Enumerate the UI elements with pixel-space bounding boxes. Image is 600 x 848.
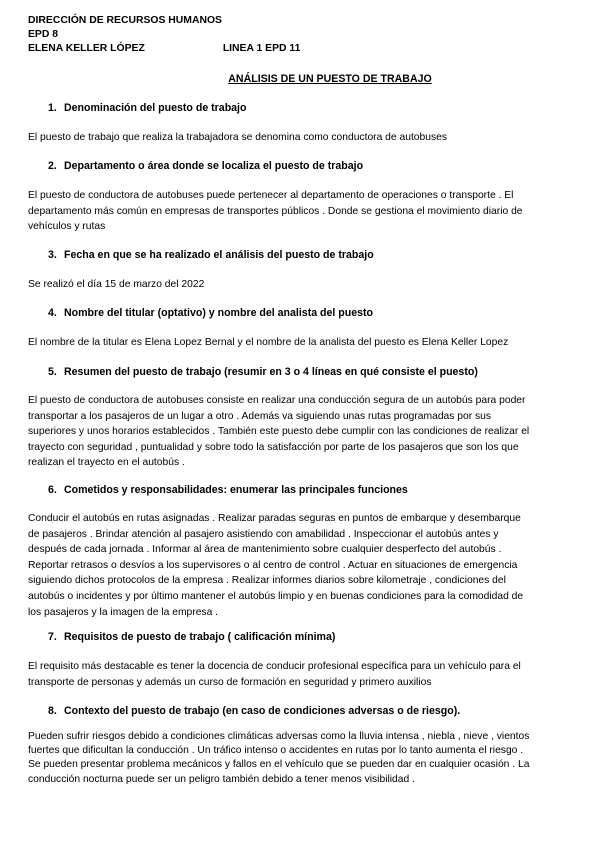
body-line: trayecto con seguridad , puntualidad y sobre todo la satisfacción por parte de los pasajeros que son los que — [28, 441, 519, 453]
body-line: siguiendo dichos protocolos de la empresa . Realizar informes diarios sobre kilometraje , condiciones del — [28, 575, 506, 587]
section-6-body — [28, 511, 573, 620]
body-line: después de cada jornada . Informar al área de mantenimiento sobre cualquier desperfecto del autobús . — [28, 544, 502, 556]
author-group: LINEA 1 EPD 11 — [222, 43, 301, 54]
header-department: DIRECCIÓN DE RECURSOS HUMANOS — [28, 15, 222, 26]
document-title: ANÁLISIS DE UN PUESTO DE TRABAJO — [228, 73, 432, 85]
body-line: Se pueden presentar problema mecánicos y fallos en el vehículo que se pueden dar en cualquier ocasión . La — [28, 759, 530, 771]
body-line: departamento más común en empresas de transportes públicos . Donde se gestiona el movimiento diario de — [28, 205, 523, 217]
body-line: Conducir el autobús en rutas asignadas . Realizar paradas seguras en puntos de embarque y desembarque — [28, 513, 521, 524]
body-line: fuertes que dificultan la conducción . Un tráfico intenso o accidentes en rutas por lo tanto aumenta el riesgo . — [28, 745, 524, 757]
body-line: Reportar retrasos o desvíos a los supervisores o al centro de control . Actuar en situaciones de emergencia — [28, 559, 518, 571]
section-8-body — [28, 730, 573, 787]
section-7-body — [28, 659, 573, 690]
body-line: transportar a los pasajeros de un lugar a otro . Además va siguiendo unas rutas programadas por sus — [28, 410, 492, 422]
section-3-body — [28, 277, 573, 293]
section-4-body — [28, 335, 573, 351]
body-line: superiores y unos horarios establecidos . También este puesto debe cumplir con las condiciones de realizar el — [28, 426, 530, 438]
body-line: Pueden sufrir riesgos debido a condiciones climáticas adversas como la lluvia intensa , niebla , nieve , vientos — [28, 731, 530, 742]
body-line: conducción nocturna puede ser un peligro también debido a tener menos visibilidad . — [28, 773, 415, 785]
section-5-heading: 5. Resumen del puesto de trabajo (resumir en 3 o 4 líneas en qué consiste el puesto) — [48, 366, 478, 378]
body-line: El puesto de trabajo que realiza la trabajadora se denomina como conductora de autobuses — [28, 132, 448, 143]
body-line: El nombre de la titular es Elena Lopez Bernal y el nombre de la analista del puesto es Elena Keller Lopez — [28, 337, 509, 348]
body-line: El requisito más destacable es tener la docencia de conducir profesional específica para un vehículo para el — [28, 661, 521, 672]
section-6-heading: 6. Cometidos y responsabilidades: enumerar las principales funciones — [48, 484, 408, 496]
body-line: transporte de personas y además un curso de formación en seguridad y primero auxilios — [28, 676, 432, 688]
body-line: realizan el trayecto en el autobús . — [28, 457, 185, 469]
body-line: autobús o incidentes y por último mantener el autobús limpio y en buenas condiciones para la comodidad de — [28, 590, 524, 602]
body-line: vehículos y rutas — [28, 221, 106, 233]
section-5-body — [28, 393, 573, 471]
body-line: El puesto de conductora de autobuses consiste en realizar una conducción segura de un autobús para poder — [28, 395, 526, 406]
section-2-heading: 2. Departamento o área donde se localiza el puesto de trabajo — [48, 160, 364, 172]
section-3-heading: 3. Fecha en que se ha realizado el análisis del puesto de trabajo — [48, 249, 374, 261]
section-2-body — [28, 188, 573, 235]
body-line: los pasajeros y la imagen de la empresa . — [28, 606, 219, 618]
section-7-heading: 7. Requisitos de puesto de trabajo ( calificación mínima) — [48, 631, 336, 643]
section-8-heading: 8. Contexto del puesto de trabajo (en caso de condiciones adversas o de riesgo). — [48, 705, 461, 717]
section-4-heading: 4. Nombre del titular (optativo) y nombre del analista del puesto — [48, 307, 374, 319]
author-name: ELENA KELLER LÓPEZ — [28, 43, 145, 54]
body-line: Se realizó el día 15 de marzo del 2022 — [28, 279, 205, 290]
header-author-line — [28, 42, 300, 55]
body-line: de pasajeros . Brindar atención al pasajero asistiendo con amabilidad . Inspeccionar el autobús antes y — [28, 528, 499, 540]
section-1-body — [28, 130, 573, 146]
header-epd: EPD 8 — [28, 29, 59, 40]
body-line: El puesto de conductora de autobuses puede pertenecer al departamento de operaciones o transporte . El — [28, 190, 514, 201]
section-1-heading: 1. Denominación del puesto de trabajo — [48, 102, 247, 114]
